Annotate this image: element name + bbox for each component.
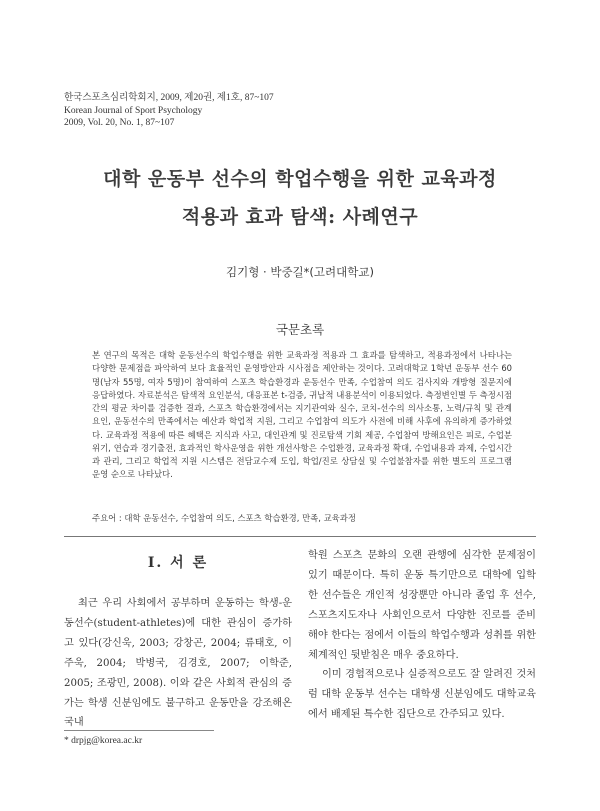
journal-korean-citation: 한국스포츠심리학회지, 2009, 제20권, 제1호, 87~107 bbox=[64, 93, 274, 103]
body-paragraph: 이미 경험적으로나 실증적으로도 잘 알려진 것처럼 대학 운동부 선수는 대학생 신분임에도 대학교육에서 배제된 특수한 집단으로 간주되고 있다. bbox=[308, 669, 536, 721]
journal-citation bbox=[64, 92, 274, 130]
footnote-email: * drpjg@korea.ac.kr bbox=[64, 736, 143, 746]
abstract-heading: 국문초록 bbox=[275, 322, 325, 337]
paper-title-line-1: 대학 운동부 선수의 학업수행을 위한 교육과정 bbox=[103, 168, 497, 190]
keywords: 주요어 : 대학 운동선수, 수업참여 의도, 스포츠 학습환경, 만족, 교육과정 bbox=[92, 513, 356, 523]
body-paragraph: 학원 스포츠 문화의 오랜 관행에 심각한 문제점이 있기 때문이다. 특히 운동 특기만으로 대학에 입학한 선수들은 개인적 성장뿐만 아니라 졸업 후 선수, 스포츠지도자나 사회인으로서 다양한 진로를 준비해야 한다는 점에서 이들의 학업수행과 성취를 위한 체계적인 뒷받침은 매우 중요하다. bbox=[308, 550, 536, 661]
body-paragraph: 최근 우리 사회에서 공부하며 운동하는 학생-운동선수(student-athletes)에 대한 관심이 증가하고 있다(강신욱, 2003; 강창곤, 2004; 류태호, 이주욱, 2004; 박병국, 김경호, 2007; 이학준, 2005; 조광민, 2008). 이와 같은 사회적 관심의 증가는 학생 신분임에도 불구하고 운동만을 강조해온 국내 bbox=[64, 598, 292, 729]
section-heading: I. 서 론 bbox=[147, 555, 209, 571]
footnote-rule bbox=[64, 730, 214, 731]
paper-title bbox=[0, 160, 600, 236]
abstract-text: 본 연구의 목적은 대학 운동선수의 학업수행을 위한 교육과정 적용과 그 효과를 탐색하고, 적용과정에서 나타나는 다양한 문제점을 파악하여 보다 효율적인 운영방안과 시사점을 제안하는 것이다. 고려대학교 1학년 운동부 선수 60명(남자 55명, 여자 5명)이 참여하여 스포츠 학습환경과 운동선수 만족, 수업참여 의도 검사지와 개방형 질문지에 응답하였다. 자료분석은 탐색적 요인분석, 대응표본 t-검증, 귀납적 내용분석이 이용되었다. 측정변인별 두 측정시점 간의 평균 차이를 검증한 결과, 스포츠 학습환경에서는 지기관여와 실수, 코치-선수의 의사소통, 노력/규칙 및 관계 요인, 운동선수의 만족에서는 예산과 학업적 지원, 그리고 수업참여 의도가 사전에 비해 사후에 유의하게 증가하였다. 교육과정 적용에 따른 혜택은 지식과 사고, 대인관계 및 진로탐색 기회 제공, 수업참여 방해요인은 피로, 수업분위기, 연습과 경기출전, 효과적인 학사운영을 위한 개선사항은 수업환경, 교육과정 확대, 수업내용과 과제, 수업시간과 관리, 그리고 학업적 지원 시스템은 전담교수제 도입, 학업/진로 상담실 및 수업불참자를 위한 별도의 프로그램 운영 순으로 나타났다. bbox=[92, 350, 512, 480]
divider bbox=[64, 536, 536, 537]
body-right-column bbox=[308, 546, 536, 725]
paper-title-line-2: 적용과 효과 탐색: 사례연구 bbox=[181, 206, 419, 228]
journal-volume-info: 2009, Vol. 20, No. 1, 87~107 bbox=[64, 118, 175, 128]
authors: 김기형 · 박중길*(고려대학교) bbox=[226, 265, 374, 279]
journal-english-name: Korean Journal of Sport Psychology bbox=[64, 105, 203, 116]
body-left-column bbox=[64, 546, 292, 733]
